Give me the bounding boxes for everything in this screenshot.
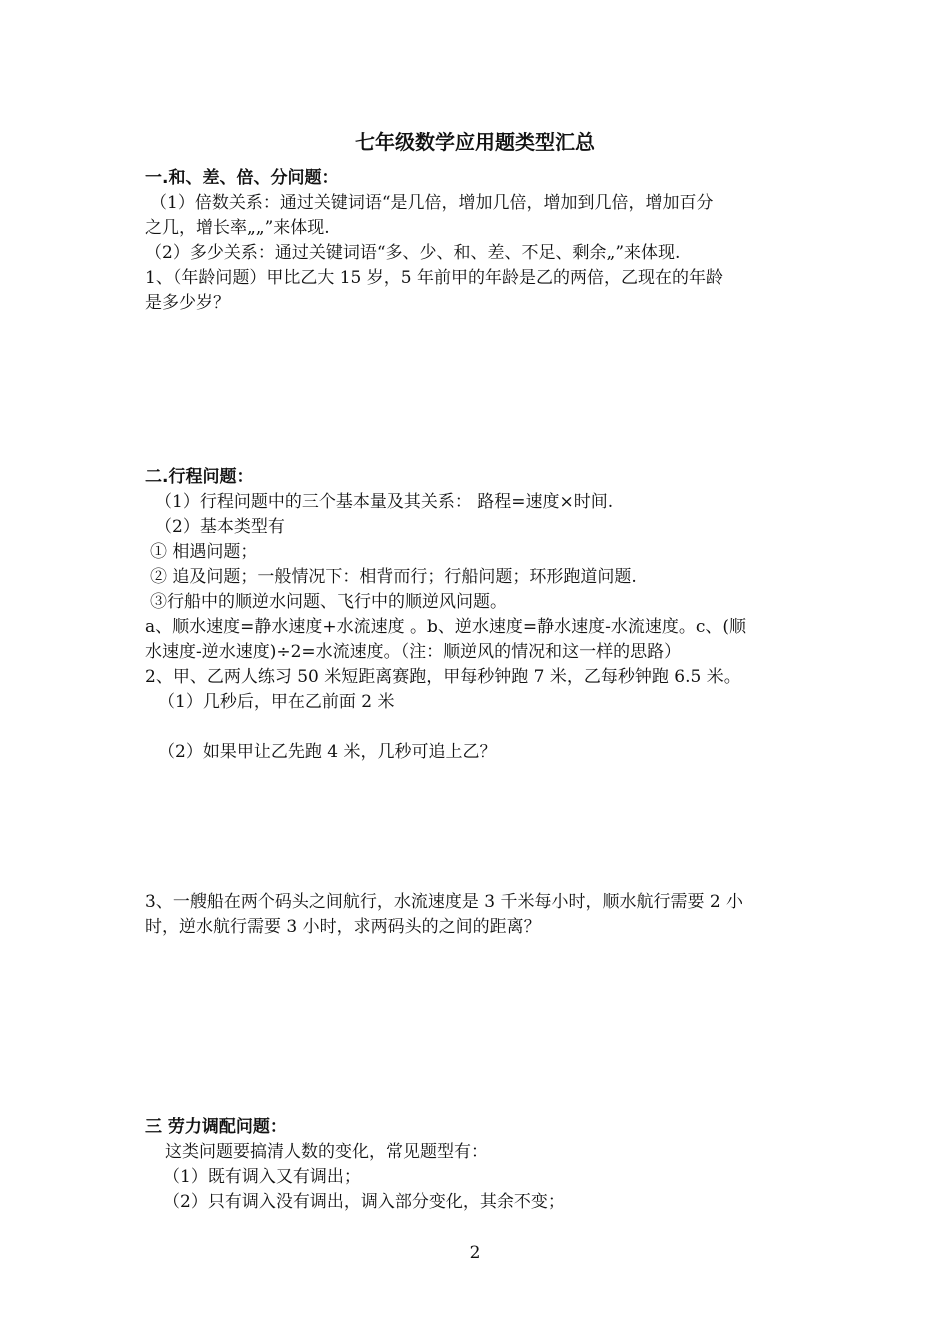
section-1-line: （2）多少关系：通过关键词语“多、少、和、差、不足、剩余„”来体现. (145, 243, 681, 263)
section-3-line: 这类问题要搞清人数的变化，常见题型有： (165, 1142, 488, 1162)
problem-2-line: 2、甲、乙两人练习 50 米短距离赛跑，甲每秒钟跑 7 米，乙每秒钟跑 6.5 米。 (145, 667, 741, 687)
problem-2-part-2: （2）如果甲让乙先跑 4 米，几秒可追上乙？ (158, 742, 497, 762)
section-1-heading: 一.和、差、倍、分问题： (145, 168, 339, 188)
section-1-line: 之几，增长率„„”来体现. (145, 218, 330, 238)
problem-3-line: 时，逆水航行需要 3 小时，求两码头的之间的距离？ (145, 917, 541, 937)
document-title: 七年级数学应用题类型汇总 (355, 130, 595, 154)
section-2-line: ① 相遇问题； (150, 542, 258, 562)
section-2-line: ③行船中的顺逆水问题、飞行中的顺逆风问题。 (150, 592, 507, 612)
section-3-line: （2）只有调入没有调出，调入部分变化，其余不变； (163, 1192, 565, 1212)
problem-3-line: 3、一艘船在两个码头之间航行，水流速度是 3 千米每小时，顺水航行需要 2 小 (145, 892, 744, 912)
section-2-line: a、顺水速度=静水速度+水流速度 。b、逆水速度=静水速度-水流速度。c、(顺 (145, 617, 747, 637)
problem-1-line: 1、（年龄问题）甲比乙大 15 岁，5 年前甲的年龄是乙的两倍，乙现在的年龄 (145, 268, 723, 288)
section-2-line: （1）行程问题中的三个基本量及其关系： 路程=速度×时间. (155, 492, 614, 512)
section-1-line: （1）倍数关系：通过关键词语“是几倍，增加几倍，增加到几倍，增加百分 (150, 193, 714, 213)
section-2-line: ② 追及问题；一般情况下：相背而行；行船问题；环形跑道问题. (150, 567, 637, 587)
section-3-line: （1）既有调入又有调出； (163, 1167, 361, 1187)
problem-1-line: 是多少岁？ (145, 293, 230, 313)
section-2-line: 水速度-逆水速度)÷2=水流速度。（注：顺逆风的情况和这一样的思路） (145, 642, 682, 662)
section-2-line: （2）基本类型有 (155, 517, 285, 537)
section-3-heading: 三 劳力调配问题： (145, 1117, 287, 1137)
section-2-heading: 二.行程问题： (145, 467, 254, 487)
problem-2-part-1: （1）几秒后，甲在乙前面 2 米 (158, 692, 395, 712)
page-number: 2 (469, 1243, 481, 1263)
